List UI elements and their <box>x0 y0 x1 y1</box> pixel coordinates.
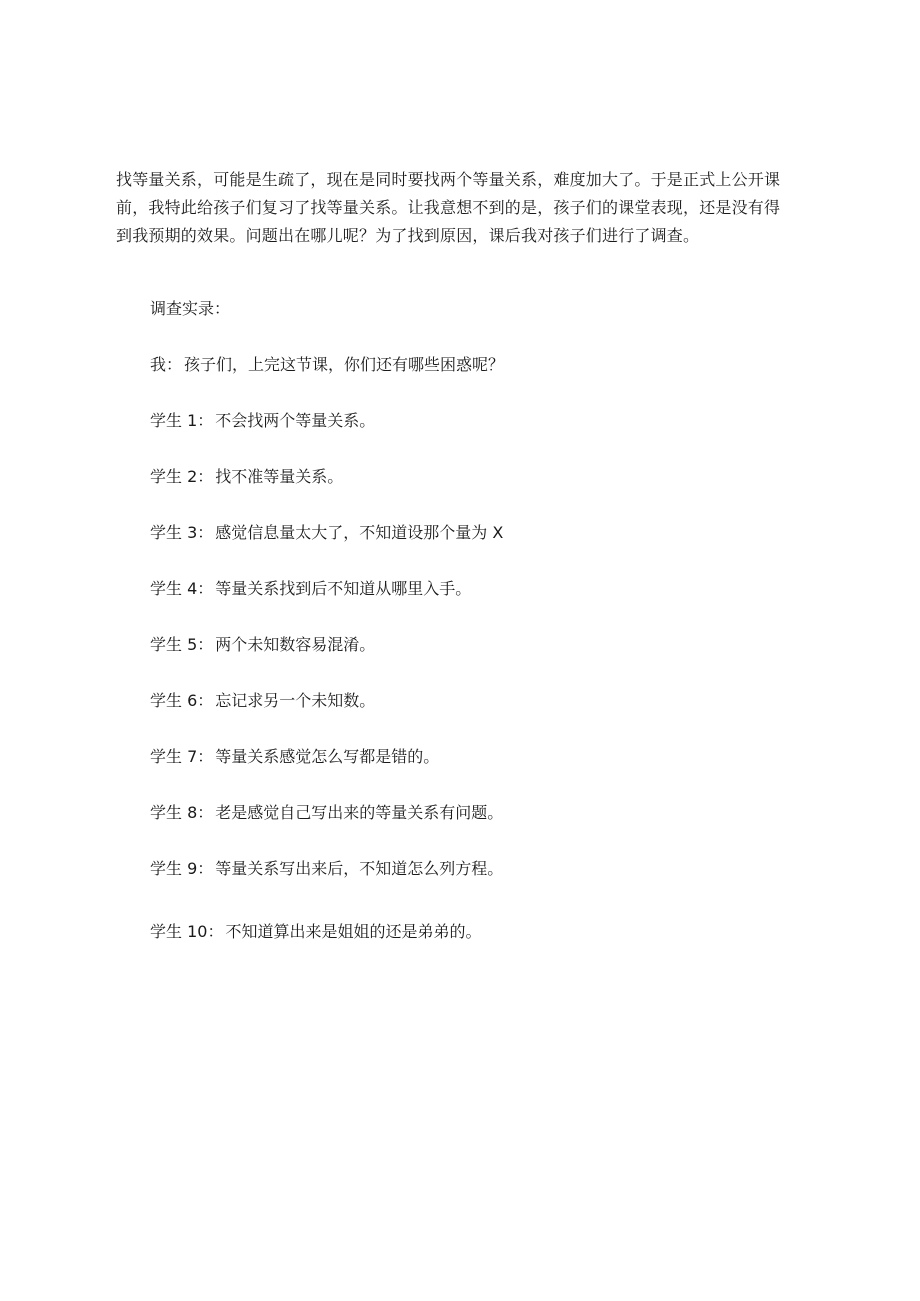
colon-separator: ： <box>197 803 214 822</box>
dialogue-entry-student <box>150 801 503 825</box>
dialogue-entry-student <box>150 465 343 489</box>
intro-paragraph <box>116 166 816 250</box>
colon-separator: ： <box>197 747 214 766</box>
colon-separator: ： <box>197 635 214 654</box>
entry-text: 忘记求另一个未知数。 <box>215 691 376 710</box>
colon-separator: ： <box>197 859 214 878</box>
speaker-label: 学生 4 <box>150 579 198 598</box>
entry-text: 感觉信息量太大了，不知道设那个量为 X <box>215 523 504 542</box>
entry-text: 找不准等量关系。 <box>215 467 344 486</box>
colon-separator: ： <box>197 523 214 542</box>
entry-text: 老是感觉自己写出来的等量关系有问题。 <box>215 803 504 822</box>
speaker-label: 我 <box>150 355 167 374</box>
entry-text: 不知道算出来是姐姐的还是弟弟的。 <box>225 922 482 941</box>
entry-text: 孩子们，上完这节课，你们还有哪些困惑呢？ <box>184 355 505 374</box>
entry-text: 两个未知数容易混淆。 <box>215 635 376 654</box>
dialogue-entry-teacher <box>150 353 504 377</box>
intro-line: 找等量关系，可能是生疏了，现在是同时要找两个等量关系，难度加大了。于是正式上公开课 <box>116 170 781 189</box>
entry-text: 不会找两个等量关系。 <box>215 411 376 430</box>
entry-text: 等量关系写出来后，不知道怎么列方程。 <box>215 859 504 878</box>
survey-title: 调查实录： <box>150 299 231 318</box>
colon-separator: ： <box>197 579 214 598</box>
entry-text: 等量关系感觉怎么写都是错的。 <box>215 747 440 766</box>
dialogue-entry-student <box>150 920 481 944</box>
dialogue-entry-student <box>150 857 503 881</box>
colon-separator: ： <box>197 467 214 486</box>
speaker-label: 学生 10 <box>150 922 208 941</box>
dialogue-entry-student <box>150 521 503 545</box>
speaker-label: 学生 8 <box>150 803 198 822</box>
colon-separator: ： <box>166 355 183 374</box>
speaker-label: 学生 3 <box>150 523 198 542</box>
speaker-label: 学生 1 <box>150 411 198 430</box>
intro-line: 前，我特此给孩子们复习了找等量关系。让我意想不到的是，孩子们的课堂表现，还是没有得 <box>116 198 781 217</box>
intro-line: 到我预期的效果。问题出在哪儿呢？为了找到原因，课后我对孩子们进行了调查。 <box>116 226 700 245</box>
speaker-label: 学生 5 <box>150 635 198 654</box>
speaker-label: 学生 7 <box>150 747 198 766</box>
dialogue-entry-student <box>150 633 375 657</box>
speaker-label: 学生 6 <box>150 691 198 710</box>
dialogue-entry-student <box>150 689 375 713</box>
dialogue-entry-student <box>150 409 375 433</box>
speaker-label: 学生 2 <box>150 467 198 486</box>
colon-separator: ： <box>197 411 214 430</box>
dialogue-entry-student <box>150 745 439 769</box>
entry-text: 等量关系找到后不知道从哪里入手。 <box>215 579 472 598</box>
dialogue-entry-student <box>150 577 471 601</box>
colon-separator: ： <box>197 691 214 710</box>
speaker-label: 学生 9 <box>150 859 198 878</box>
colon-separator: ： <box>207 922 224 941</box>
